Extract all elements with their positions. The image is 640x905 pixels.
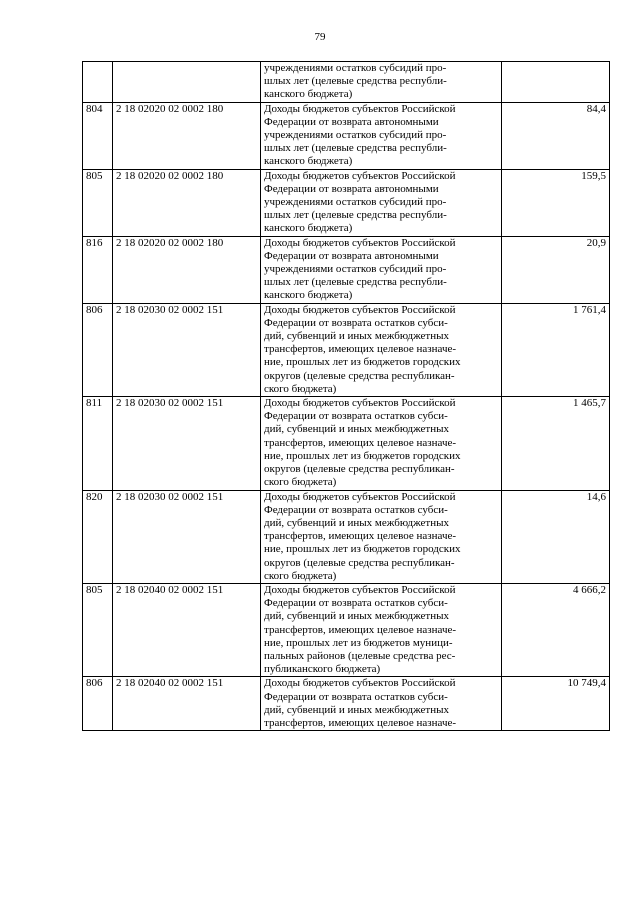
- description-line: Федерации от возврата остатков субси-: [264, 690, 448, 703]
- revenue-description-cell: [261, 490, 502, 583]
- budget-classification-code-cell: 2 18 02020 02 0002 180: [113, 102, 261, 169]
- description-line: учреждениями остатков субсидий про-: [264, 263, 447, 276]
- amount-cell: 1 465,7: [502, 397, 610, 490]
- description-line: учреждениями остатков субсидий про-: [264, 62, 447, 74]
- description-line: канского бюджета): [264, 222, 353, 235]
- budget-classification-code-cell: 2 18 02020 02 0002 180: [113, 236, 261, 303]
- description-line: ние, прошлых лет из бюджетов городских: [264, 543, 461, 556]
- revenue-description-cell: [261, 583, 502, 676]
- budget-classification-code-cell: 2 18 02020 02 0002 180: [113, 169, 261, 236]
- description-line: пальных районов (целевые средства рес-: [264, 649, 456, 662]
- revenue-description-cell: [261, 397, 502, 490]
- description-line: канского бюджета): [264, 289, 353, 302]
- budget-classification-code-cell: 2 18 02040 02 0002 151: [113, 677, 261, 731]
- description-line: Доходы бюджетов субъектов Российской: [264, 169, 456, 182]
- admin-code-cell: 806: [83, 677, 113, 731]
- budget-revenue-table: [82, 61, 610, 731]
- description-line: округов (целевые средства республикан-: [264, 556, 455, 569]
- admin-code-cell: 806: [83, 303, 113, 396]
- amount-cell: 84,4: [502, 102, 610, 169]
- page-number: 79: [314, 31, 326, 43]
- amount-cell: [502, 62, 610, 103]
- table-row: [83, 62, 610, 103]
- description-line: Федерации от возврата автономными: [264, 249, 439, 262]
- revenue-description-cell: [261, 303, 502, 396]
- admin-code-cell: 805: [83, 169, 113, 236]
- description-line: округов (целевые средства республикан-: [264, 369, 455, 382]
- description-line: трансфертов, имеющих целевое назначе-: [264, 343, 457, 356]
- table-row: [83, 169, 610, 236]
- table-row: [83, 677, 610, 731]
- description-line: ние, прошлых лет из бюджетов городских: [264, 356, 461, 369]
- description-line: Федерации от возврата остатков субси-: [264, 410, 448, 423]
- budget-classification-code-cell: 2 18 02030 02 0002 151: [113, 303, 261, 396]
- table-row: [83, 303, 610, 396]
- revenue-description-cell: [261, 169, 502, 236]
- description-line: шлых лет (целевые средства республи-: [264, 276, 447, 289]
- description-line: шлых лет (целевые средства республи-: [264, 209, 447, 222]
- description-line: Доходы бюджетов субъектов Российской: [264, 583, 456, 596]
- budget-classification-code-cell: 2 18 02030 02 0002 151: [113, 490, 261, 583]
- description-line: Федерации от возврата автономными: [264, 182, 439, 195]
- description-line: ского бюджета): [264, 569, 337, 582]
- description-line: дий, субвенций и иных межбюджетных: [264, 423, 449, 436]
- description-line: канского бюджета): [264, 155, 353, 168]
- amount-cell: 20,9: [502, 236, 610, 303]
- table-row: [83, 490, 610, 583]
- description-line: Доходы бюджетов субъектов Российской: [264, 303, 456, 316]
- description-line: трансфертов, имеющих целевое назначе-: [264, 623, 457, 636]
- revenue-description-cell: [261, 102, 502, 169]
- description-line: Доходы бюджетов субъектов Российской: [264, 677, 456, 690]
- description-line: трансфертов, имеющих целевое назначе-: [264, 436, 457, 449]
- description-line: Доходы бюджетов субъектов Российской: [264, 397, 456, 410]
- description-line: Доходы бюджетов субъектов Российской: [264, 490, 456, 503]
- description-line: Федерации от возврата остатков субси-: [264, 316, 448, 329]
- description-line: шлых лет (целевые средства республи-: [264, 75, 447, 88]
- description-line: ского бюджета): [264, 476, 337, 489]
- description-line: дий, субвенций и иных межбюджетных: [264, 610, 449, 623]
- description-line: учреждениями остатков субсидий про-: [264, 196, 447, 209]
- table-row: [83, 397, 610, 490]
- table-row: [83, 583, 610, 676]
- description-line: трансфертов, имеющих целевое назначе-: [264, 716, 457, 729]
- table-body: [83, 62, 610, 731]
- admin-code-cell: 805: [83, 583, 113, 676]
- description-line: округов (целевые средства республикан-: [264, 463, 455, 476]
- description-line: канского бюджета): [264, 88, 353, 101]
- budget-classification-code-cell: [113, 62, 261, 103]
- admin-code-cell: 804: [83, 102, 113, 169]
- description-line: Доходы бюджетов субъектов Российской: [264, 102, 456, 115]
- admin-code-cell: 811: [83, 397, 113, 490]
- description-line: дий, субвенций и иных межбюджетных: [264, 516, 449, 529]
- description-line: Доходы бюджетов субъектов Российской: [264, 236, 456, 249]
- description-line: шлых лет (целевые средства республи-: [264, 142, 447, 155]
- table-row: [83, 236, 610, 303]
- amount-cell: 159,5: [502, 169, 610, 236]
- description-line: Федерации от возврата остатков субси-: [264, 597, 448, 610]
- admin-code-cell: 820: [83, 490, 113, 583]
- budget-classification-code-cell: 2 18 02040 02 0002 151: [113, 583, 261, 676]
- amount-cell: 4 666,2: [502, 583, 610, 676]
- amount-cell: 1 761,4: [502, 303, 610, 396]
- description-line: публиканского бюджета): [264, 663, 381, 676]
- description-line: Федерации от возврата автономными: [264, 115, 439, 128]
- description-line: ского бюджета): [264, 382, 337, 395]
- admin-code-cell: 816: [83, 236, 113, 303]
- revenue-description-cell: [261, 62, 502, 103]
- description-line: учреждениями остатков субсидий про-: [264, 129, 447, 142]
- description-line: дий, субвенций и иных межбюджетных: [264, 703, 449, 716]
- amount-cell: 10 749,4: [502, 677, 610, 731]
- revenue-description-cell: [261, 236, 502, 303]
- description-line: ние, прошлых лет из бюджетов городских: [264, 449, 461, 462]
- table-row: [83, 102, 610, 169]
- budget-classification-code-cell: 2 18 02030 02 0002 151: [113, 397, 261, 490]
- description-line: трансфертов, имеющих целевое назначе-: [264, 530, 457, 543]
- admin-code-cell: [83, 62, 113, 103]
- amount-cell: 14,6: [502, 490, 610, 583]
- revenue-description-cell: [261, 677, 502, 731]
- description-line: ние, прошлых лет из бюджетов муници-: [264, 636, 453, 649]
- description-line: дий, субвенций и иных межбюджетных: [264, 330, 449, 343]
- description-line: Федерации от возврата остатков субси-: [264, 503, 448, 516]
